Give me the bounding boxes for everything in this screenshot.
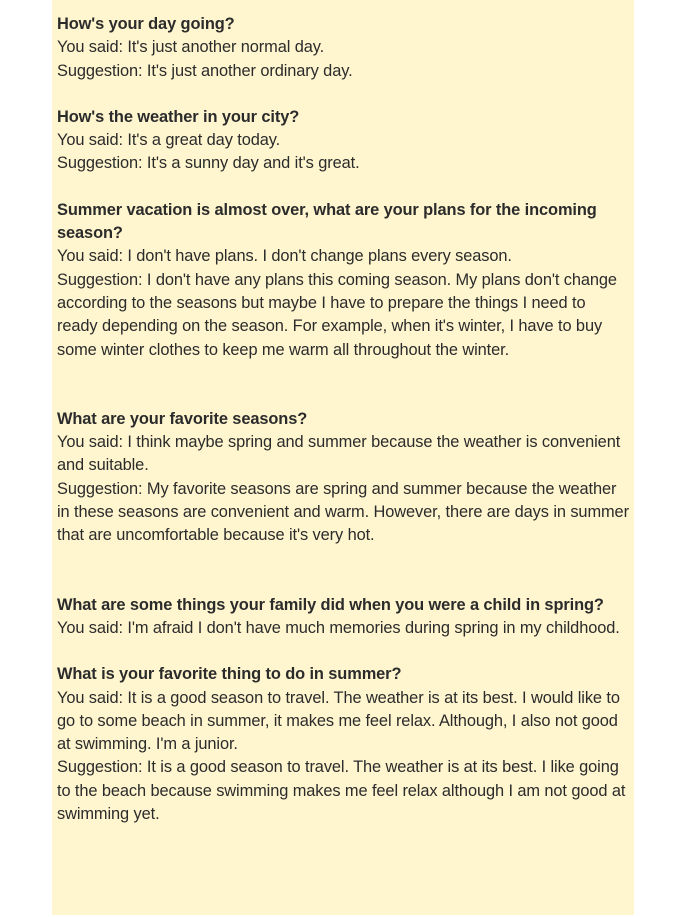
qa-block-childhood xyxy=(57,594,630,641)
question-text: How's the weather in your city? xyxy=(57,107,300,126)
paragraph-gap xyxy=(57,362,630,408)
you-said-text: You said: I don't have plans. I don't change plans every season. xyxy=(57,247,512,266)
paragraph-gap xyxy=(57,83,630,106)
you-said-text: You said: It is a good season to travel. The weather is at its best. I would like to go to some beach in summer, it makes me feel relax. Although, I also not good at swimming. I'm a junior. xyxy=(57,688,620,754)
you-said-text: You said: It's just another normal day. xyxy=(57,38,325,57)
suggestion-text: Suggestion: I don't have any plans this coming season. My plans don't change according to the seasons but maybe I have to prepare the things I need to ready depending on the season. For example, when it's winter, I have to buy some winter clothes to keep me warm all throughout the winter. xyxy=(57,270,617,359)
suggestion-text: Suggestion: It's just another ordinary day. xyxy=(57,61,353,80)
you-said-text: You said: I'm afraid I don't have much memories during spring in my childhood. xyxy=(57,618,620,637)
qa-block-weather xyxy=(57,106,630,176)
question-text: What are some things your family did when you were a child in spring? xyxy=(57,595,604,614)
suggestion-body: Suggestion: It is a good season to travel. The weather is at its best. I like going to the beach because swimming makes me feel relax although I am not good at swimming yet. xyxy=(57,758,626,824)
qa-block-summer xyxy=(57,663,630,826)
qa-block-day xyxy=(57,13,630,83)
paragraph-gap xyxy=(57,640,630,663)
suggestion-text: Suggestion: It's a sunny day and it's great. xyxy=(57,154,360,173)
suggestion-text xyxy=(57,756,630,826)
question-text: What is your favorite thing to do in summer? xyxy=(57,665,402,684)
paragraph-gap xyxy=(57,548,630,594)
paragraph-gap xyxy=(57,176,630,199)
qa-block-plans xyxy=(57,199,630,362)
question-text: How's your day going? xyxy=(57,15,235,33)
you-said-text: You said: I think maybe spring and summer because the weather is convenient and suitable. xyxy=(57,433,621,475)
you-said-text: You said: It's a great day today. xyxy=(57,131,281,150)
question-text: Summer vacation is almost over, what are your plans for the incoming season? xyxy=(57,200,597,243)
question-text: What are your favorite seasons? xyxy=(57,409,308,428)
qa-block-seasons xyxy=(57,408,630,548)
note-document[interactable] xyxy=(52,0,634,915)
suggestion-text: Suggestion: My favorite seasons are spring and summer because the weather in these seasons are convenient and warm. However, there are days in summer that are uncomfortable because it's very hot. xyxy=(57,479,629,545)
